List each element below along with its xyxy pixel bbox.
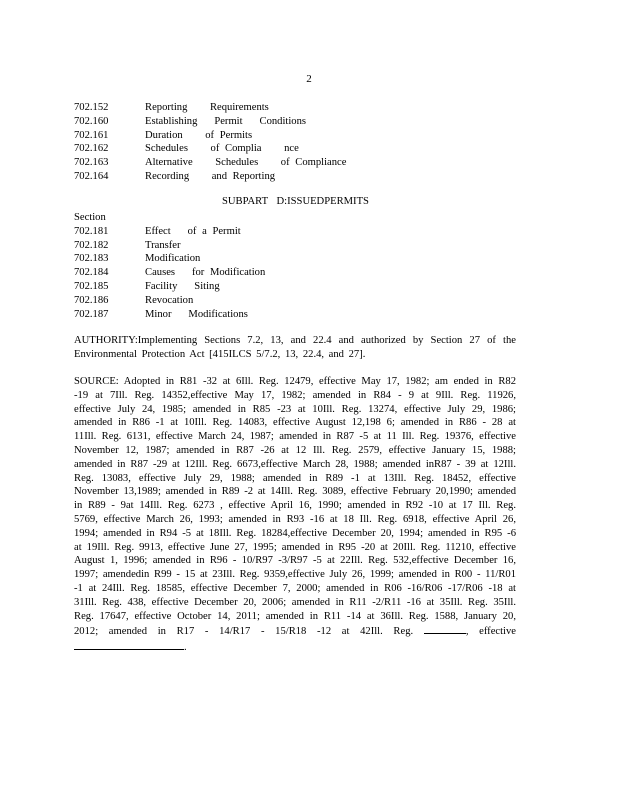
subpart-heading: SUBPART D:ISSUEDPERMITS	[222, 196, 369, 207]
section-title: Reporting Requirements	[145, 102, 269, 113]
section-number: 702.184	[74, 267, 109, 279]
section-title: Facility Siting	[145, 280, 220, 292]
section-title: Duration of Permits	[145, 129, 253, 141]
section-title: Modification	[145, 253, 201, 265]
section-entry	[74, 142, 544, 156]
section-entry	[74, 129, 544, 143]
section-title: Alternative Schedules of Compliance	[145, 157, 347, 169]
section-title: Transfer	[145, 239, 181, 251]
section-number: 702.161	[74, 129, 109, 141]
section-entry	[74, 225, 544, 239]
source-end: .	[184, 642, 187, 654]
section-title: Effect of a Permit	[145, 225, 241, 237]
section-entry	[74, 170, 544, 184]
section-number: 702.183	[74, 253, 109, 265]
section-entry	[74, 239, 544, 253]
section-entry	[74, 101, 544, 115]
section-number: 702.164	[74, 170, 109, 182]
source-text: SOURCE: Adopted in R81 -32 at 6Ill. Reg. 12479, effective May 17, 1982; am ended in R82 -19 at 7Ill. Reg. 14352,effective May 17, 1982; amended in R84 - 9 at 9Ill. Reg. 11926, effective July 24, 1985; amended in R85 -23 at 10Ill. Reg. 13274, effective July 29, 1986; amended in R86 -1 at 10Ill. Reg. 14083, effective August 12,198 6; amended in R86 - 28 at 11Ill. Reg. 6131, effective March 24, 1987; amended in R87 -5 at 11 Ill. Reg. 19376, effective November 12, 1987; amended in R87 -26 at 12 Ill. Reg. 2579, effective January 15, 1988; amended in R87 -29 at 12Ill. Reg. 6673,effective March 28, 1988; amended inR87 - 39 at 12Ill. Reg. 13083, effective July 29, 1988; amended in R89 -1 at 13Ill. Reg. 18452, effective November 13,1989; amended in R89 -2 at 14Ill. Reg. 3089, effective February 20,1990; amended in R89 - 9at 14Ill. Reg. 6273 , effective April 16, 1990; amended in R92 -10 at 17 Ill. Reg. 5769, effective March 26, 1993; amended in R93 -16 at 18 Ill. Reg. 6918, effective April 26, 1994; amended in R94 -5 at 18Ill. Reg. 18284,effective December 20, 1994; amended in R95 -6 at 19Ill. Reg. 9913, effective June 27, 1995; amended in R95 -20 at 20Ill. Reg. 11210, effective August 1, 1996; amended in R96 - 10/R97 -3/R97 -5 at 22Ill. Reg. 532,effective December 16, 1997; amendedin R99 - 15 at 23Ill. Reg. 9359,effective July 26, 1999; amended in R00 - 11/R01 -1 at 24Ill. Reg. 18585, effective December 7, 2000; amended in R06 -16/R06 -17/R06 -18 at 31Ill. Reg. 438, effective December 20, 2006; amended in R11 -2/R11 -16 at 35Ill. Reg. 35Ill. Reg. 17647, effective October 14, 2011; amended in R11 -14 at 36Ill. Reg. 1588, January 20, 2012; amended in R17 - 14/R17 - 15/R18 -12 at 42Ill. Reg.	[74, 376, 516, 638]
section-number: 702.152	[74, 102, 109, 113]
section-entry	[74, 252, 544, 266]
section-number: 702.186	[74, 294, 109, 306]
section-entry	[74, 266, 544, 280]
section-title: Schedules of Complia nce	[145, 143, 299, 155]
source-effective: , effective	[465, 626, 516, 638]
section-title: Establishing Permit Conditions	[145, 115, 307, 127]
section-number: 702.185	[74, 280, 109, 292]
section-list-top	[74, 101, 544, 184]
section-entry	[74, 308, 544, 322]
section-title: Revocation	[145, 294, 194, 306]
section-label: Section	[74, 212, 106, 223]
date-blank	[74, 639, 184, 650]
section-number: 702.182	[74, 239, 109, 251]
section-number: 702.187	[74, 308, 109, 320]
section-entry	[74, 156, 544, 170]
section-number: 702.162	[74, 143, 109, 155]
section-title: Minor Modifications	[145, 308, 248, 320]
section-title: Causes for Modification	[145, 267, 266, 279]
authority-note: AUTHORITY:Implementing Sections 7.2, 13, and 22.4 and authorized by Section 27 of the Environmental Protection Act [415ILCS 5/7.2, 13, 22.4, and 27].	[74, 335, 516, 360]
section-entry	[74, 115, 544, 129]
section-list-bottom	[74, 211, 544, 321]
source-note	[74, 375, 516, 655]
volume-blank	[424, 623, 466, 634]
section-entry	[74, 294, 544, 308]
section-number: 702.181	[74, 225, 109, 237]
section-number: 702.160	[74, 115, 109, 127]
section-number: 702.163	[74, 157, 109, 169]
section-title: Recording and Reporting	[145, 170, 276, 182]
section-entry	[74, 280, 544, 294]
page-number: 2	[306, 73, 312, 85]
